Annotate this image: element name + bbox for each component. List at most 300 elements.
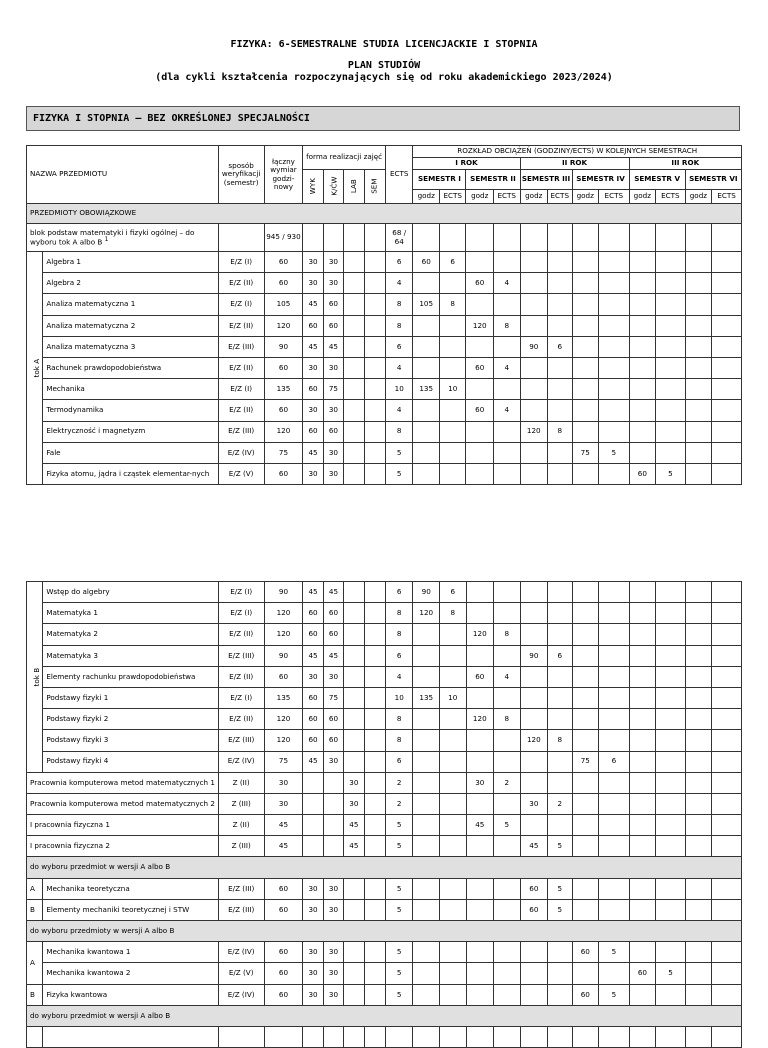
course-total-hours: 60 bbox=[264, 963, 303, 984]
course-kcw: 60 bbox=[323, 421, 343, 442]
semester-header-3: SEMESTR III bbox=[520, 170, 572, 190]
course-name: Fizyka kwantowa bbox=[43, 984, 218, 1005]
course-wyk: 45 bbox=[303, 582, 323, 603]
course-name: Podstawy fizyki 4 bbox=[43, 751, 218, 772]
semester-4-hours: 75 bbox=[572, 751, 599, 772]
semester-5-ects: 5 bbox=[656, 963, 686, 984]
semester-3-hours: 90 bbox=[520, 645, 548, 666]
course-kcw: 30 bbox=[323, 942, 343, 963]
table-row bbox=[27, 645, 742, 666]
table-row bbox=[27, 582, 742, 603]
course-wyk: 45 bbox=[303, 294, 323, 315]
col-header-ects: ECTS bbox=[385, 146, 413, 204]
choice-header: do wyboru przedmiot w wersji A albo B bbox=[27, 857, 742, 878]
course-total-hours: 120 bbox=[264, 709, 303, 730]
course-verification: E/Z (IV) bbox=[218, 442, 264, 463]
semester-2-hours: 45 bbox=[466, 815, 494, 836]
course-lab bbox=[344, 624, 364, 645]
course-sem bbox=[364, 730, 385, 751]
course-wyk: 30 bbox=[303, 899, 323, 920]
course-lab: 45 bbox=[344, 815, 364, 836]
course-ects: 10 bbox=[385, 379, 413, 400]
course-lab bbox=[344, 421, 364, 442]
course-name: I pracownia fizyczna 2 bbox=[27, 836, 219, 857]
semester-2-ects: 8 bbox=[494, 315, 521, 336]
course-lab bbox=[344, 645, 364, 666]
course-wyk: 30 bbox=[303, 942, 323, 963]
course-name: Analiza matematyczna 2 bbox=[43, 315, 218, 336]
course-sem bbox=[364, 442, 385, 463]
course-kcw: 30 bbox=[323, 273, 343, 294]
table-row bbox=[27, 463, 742, 484]
course-verification: E/Z (V) bbox=[218, 963, 264, 984]
semester-header-4: SEMESTR IV bbox=[572, 170, 629, 190]
course-wyk: 45 bbox=[303, 336, 323, 357]
course-total-hours: 120 bbox=[264, 624, 303, 645]
course-lab bbox=[344, 463, 364, 484]
course-lab: 45 bbox=[344, 836, 364, 857]
subheader-ects: ECTS bbox=[548, 190, 572, 204]
course-kcw: 60 bbox=[323, 294, 343, 315]
semester-2-ects: 4 bbox=[494, 666, 521, 687]
course-wyk bbox=[303, 772, 323, 793]
semester-2-ects: 4 bbox=[494, 273, 521, 294]
course-ects: 4 bbox=[385, 666, 413, 687]
col-header-sem: SEM bbox=[364, 170, 385, 204]
course-lab bbox=[344, 252, 364, 273]
semester-4-hours: 60 bbox=[572, 984, 599, 1005]
document-title: FIZYKA: 6-SEMESTRALNE STUDIA LICENCJACKIE I STOPNIA bbox=[230, 39, 538, 50]
course-wyk bbox=[303, 815, 323, 836]
course-total-hours: 60 bbox=[264, 666, 303, 687]
tok-b-label: tok B bbox=[27, 582, 43, 773]
course-kcw: 60 bbox=[323, 730, 343, 751]
semester-2-ects: 4 bbox=[494, 357, 521, 378]
course-sem bbox=[364, 751, 385, 772]
course-total-hours: 135 bbox=[264, 379, 303, 400]
course-total-hours: 90 bbox=[264, 336, 303, 357]
course-lab bbox=[344, 899, 364, 920]
table-row bbox=[27, 1026, 742, 1047]
course-kcw: 45 bbox=[323, 582, 343, 603]
course-wyk: 60 bbox=[303, 730, 323, 751]
table-row bbox=[27, 899, 742, 920]
course-verification: E/Z (I) bbox=[218, 603, 264, 624]
course-kcw: 30 bbox=[323, 899, 343, 920]
table-row bbox=[27, 984, 742, 1005]
subheader-ects: ECTS bbox=[599, 190, 630, 204]
course-ects: 5 bbox=[385, 878, 413, 899]
course-sem bbox=[364, 603, 385, 624]
course-ects: 4 bbox=[385, 273, 413, 294]
table-row bbox=[27, 793, 742, 814]
course-wyk: 45 bbox=[303, 751, 323, 772]
course-kcw: 30 bbox=[323, 666, 343, 687]
course-wyk: 30 bbox=[303, 252, 323, 273]
course-lab bbox=[344, 942, 364, 963]
course-lab bbox=[344, 273, 364, 294]
course-total-hours: 60 bbox=[264, 273, 303, 294]
plan-subtitle: (dla cykli kształcenia rozpoczynających się od roku akademickiego 2023/2024) bbox=[155, 72, 613, 83]
course-wyk: 60 bbox=[303, 687, 323, 708]
course-ects: 5 bbox=[385, 463, 413, 484]
course-name: Matematyka 2 bbox=[43, 624, 218, 645]
course-lab bbox=[344, 984, 364, 1005]
course-kcw: 75 bbox=[323, 379, 343, 400]
semester-1-ects: 10 bbox=[439, 379, 466, 400]
table-row bbox=[27, 963, 742, 984]
choice-tag: B bbox=[27, 899, 43, 920]
course-sem bbox=[364, 984, 385, 1005]
table-row bbox=[27, 1005, 742, 1026]
course-total-hours: 60 bbox=[264, 357, 303, 378]
col-header-lab: LAB bbox=[344, 170, 364, 204]
course-sem bbox=[364, 878, 385, 899]
course-ects: 6 bbox=[385, 336, 413, 357]
course-ects: 8 bbox=[385, 730, 413, 751]
course-ects: 5 bbox=[385, 899, 413, 920]
course-wyk: 30 bbox=[303, 357, 323, 378]
course-sem bbox=[364, 273, 385, 294]
course-total-hours: 90 bbox=[264, 582, 303, 603]
table-row bbox=[27, 815, 742, 836]
table-row bbox=[27, 421, 742, 442]
course-verif: Z (II) bbox=[218, 815, 264, 836]
course-ects: 8 bbox=[385, 624, 413, 645]
course-total-hours: 105 bbox=[264, 294, 303, 315]
semester-1-hours: 135 bbox=[413, 379, 440, 400]
course-wyk: 30 bbox=[303, 666, 323, 687]
course-wyk: 60 bbox=[303, 379, 323, 400]
semester-2-ects: 4 bbox=[494, 400, 521, 421]
course-verification: E/Z (III) bbox=[218, 878, 264, 899]
course-ects: 2 bbox=[385, 793, 413, 814]
semester-3-hours: 120 bbox=[520, 730, 548, 751]
course-lab bbox=[344, 357, 364, 378]
course-total-hours: 120 bbox=[264, 421, 303, 442]
course-wyk bbox=[303, 793, 323, 814]
course-ects: 5 bbox=[385, 984, 413, 1005]
course-sem bbox=[364, 379, 385, 400]
semester-3-ects: 5 bbox=[548, 836, 572, 857]
semester-3-hours: 60 bbox=[520, 878, 548, 899]
course-name: Fizyka atomu, jądra i cząstek elementar-nych bbox=[43, 463, 218, 484]
course-ects: 10 bbox=[385, 687, 413, 708]
study-plan-table-1 bbox=[26, 145, 742, 485]
course-lab bbox=[344, 400, 364, 421]
course-ects: 8 bbox=[385, 421, 413, 442]
course-verification: E/Z (II) bbox=[218, 709, 264, 730]
course-sem bbox=[364, 899, 385, 920]
table-row bbox=[27, 878, 742, 899]
col-header-distribution: ROZKŁAD OBCIĄŻEŃ (GODZINY/ECTS) W KOLEJNYCH SEMESTRACH bbox=[413, 146, 742, 158]
semester-3-ects: 6 bbox=[548, 336, 572, 357]
table-row bbox=[27, 357, 742, 378]
course-sem bbox=[364, 357, 385, 378]
course-sem bbox=[364, 942, 385, 963]
course-total-hours: 60 bbox=[264, 252, 303, 273]
semester-3-hours: 60 bbox=[520, 899, 548, 920]
course-sem bbox=[364, 815, 385, 836]
course-lab: 30 bbox=[344, 793, 364, 814]
table-row bbox=[27, 772, 742, 793]
course-total-hours: 75 bbox=[264, 751, 303, 772]
semester-4-hours: 75 bbox=[572, 442, 599, 463]
semester-1-ects: 8 bbox=[439, 294, 466, 315]
course-total-hours: 60 bbox=[264, 463, 303, 484]
course-ects: 4 bbox=[385, 400, 413, 421]
table-row bbox=[27, 730, 742, 751]
block-total: 945 / 930 bbox=[264, 224, 303, 252]
table-row bbox=[27, 666, 742, 687]
semester-1-hours: 90 bbox=[413, 582, 440, 603]
course-total: 30 bbox=[264, 772, 303, 793]
course-wyk: 30 bbox=[303, 878, 323, 899]
semester-2-hours: 60 bbox=[466, 400, 494, 421]
semester-1-ects: 8 bbox=[440, 603, 467, 624]
course-total-hours: 60 bbox=[264, 878, 303, 899]
course-name: Elektryczność i magnetyzm bbox=[43, 421, 218, 442]
course-name: Podstawy fizyki 2 bbox=[43, 709, 218, 730]
course-ects: 8 bbox=[385, 315, 413, 336]
course-name: Mechanika bbox=[43, 379, 218, 400]
course-kcw bbox=[323, 815, 343, 836]
course-lab bbox=[344, 379, 364, 400]
course-ects: 2 bbox=[385, 772, 413, 793]
course-kcw bbox=[323, 772, 343, 793]
semester-2-hours: 120 bbox=[466, 624, 494, 645]
course-kcw bbox=[323, 793, 343, 814]
semester-5-hours: 60 bbox=[629, 463, 656, 484]
table-row bbox=[27, 942, 742, 963]
course-ects: 5 bbox=[385, 836, 413, 857]
course-verification: E/Z (III) bbox=[218, 899, 264, 920]
course-kcw: 30 bbox=[323, 400, 343, 421]
course-name: Analiza matematyczna 3 bbox=[43, 336, 218, 357]
course-lab bbox=[344, 730, 364, 751]
course-total-hours: 60 bbox=[264, 984, 303, 1005]
course-name: Pracownia komputerowa metod matematycznych 2 bbox=[27, 793, 219, 814]
course-kcw: 30 bbox=[323, 751, 343, 772]
course-total-hours: 60 bbox=[264, 400, 303, 421]
choice-header: do wyboru przedmioty w wersji A albo B bbox=[27, 921, 742, 942]
semester-4-ects: 6 bbox=[599, 751, 630, 772]
semester-1-hours: 120 bbox=[413, 603, 440, 624]
col-header-form: forma realizacji zajęć bbox=[303, 146, 386, 170]
study-plan-table-2 bbox=[26, 581, 742, 1048]
course-sem bbox=[364, 582, 385, 603]
course-name: Wstęp do algebry bbox=[43, 582, 218, 603]
course-kcw: 30 bbox=[323, 463, 343, 484]
course-total-hours: 75 bbox=[264, 442, 303, 463]
course-kcw: 60 bbox=[323, 315, 343, 336]
semester-4-ects: 5 bbox=[599, 942, 630, 963]
course-verification: E/Z (II) bbox=[218, 400, 264, 421]
course-sem bbox=[364, 836, 385, 857]
subheader-godz: godz bbox=[572, 190, 599, 204]
course-wyk: 30 bbox=[303, 463, 323, 484]
course-wyk: 60 bbox=[303, 624, 323, 645]
table-row bbox=[27, 336, 742, 357]
course-kcw bbox=[323, 836, 343, 857]
course-name: Elementy rachunku prawdopodobieństwa bbox=[43, 666, 218, 687]
subheader-godz: godz bbox=[629, 190, 656, 204]
col-header-kcw: K/ĆW bbox=[323, 170, 343, 204]
semester-3-ects: 8 bbox=[548, 421, 572, 442]
course-sem bbox=[364, 687, 385, 708]
course-sem bbox=[364, 793, 385, 814]
course-name: Rachunek prawdopodobieństwa bbox=[43, 357, 218, 378]
course-wyk: 45 bbox=[303, 442, 323, 463]
semester-2-hours: 30 bbox=[466, 772, 494, 793]
course-total-hours: 60 bbox=[264, 899, 303, 920]
table-row bbox=[27, 624, 742, 645]
course-name: Mechanika kwantowa 1 bbox=[43, 942, 218, 963]
course-kcw: 30 bbox=[323, 878, 343, 899]
course-ects: 6 bbox=[385, 252, 413, 273]
semester-5-hours: 60 bbox=[629, 963, 656, 984]
course-total: 45 bbox=[264, 836, 303, 857]
semester-2-hours: 120 bbox=[466, 315, 494, 336]
course-kcw: 60 bbox=[323, 709, 343, 730]
semester-2-ects: 8 bbox=[494, 709, 521, 730]
course-sem bbox=[364, 666, 385, 687]
course-sem bbox=[364, 645, 385, 666]
subheader-ects: ECTS bbox=[712, 190, 742, 204]
course-total: 30 bbox=[264, 793, 303, 814]
semester-header-5: SEMESTR V bbox=[629, 170, 685, 190]
table-row bbox=[27, 603, 742, 624]
course-sem bbox=[364, 315, 385, 336]
subheader-godz: godz bbox=[520, 190, 548, 204]
course-name: Pracownia komputerowa metod matematycznych 1 bbox=[27, 772, 219, 793]
semester-1-ects: 10 bbox=[440, 687, 467, 708]
semester-3-hours: 30 bbox=[520, 793, 548, 814]
subheader-godz: godz bbox=[413, 190, 440, 204]
semester-1-ects: 6 bbox=[439, 252, 466, 273]
course-kcw: 45 bbox=[323, 336, 343, 357]
course-verification: E/Z (I) bbox=[218, 379, 264, 400]
table-row bbox=[27, 836, 742, 857]
course-sem bbox=[364, 772, 385, 793]
subheader-godz: godz bbox=[466, 190, 494, 204]
semester-2-hours: 60 bbox=[466, 273, 494, 294]
table-row bbox=[27, 400, 742, 421]
course-wyk: 30 bbox=[303, 273, 323, 294]
table-row bbox=[27, 857, 742, 878]
course-kcw: 45 bbox=[323, 645, 343, 666]
subheader-ects: ECTS bbox=[494, 190, 521, 204]
subheader-ects: ECTS bbox=[439, 190, 466, 204]
course-lab bbox=[344, 751, 364, 772]
course-total-hours: 120 bbox=[264, 603, 303, 624]
course-kcw: 30 bbox=[323, 442, 343, 463]
course-name: Mechanika teoretyczna bbox=[43, 878, 218, 899]
table-row bbox=[27, 921, 742, 942]
block-ects: 68 / 64 bbox=[385, 224, 413, 252]
course-verif: Z (III) bbox=[218, 793, 264, 814]
course-lab: 30 bbox=[344, 772, 364, 793]
tok-a-label: tok A bbox=[27, 252, 43, 485]
course-lab bbox=[344, 294, 364, 315]
semester-2-hours: 60 bbox=[466, 666, 494, 687]
course-name: Podstawy fizyki 1 bbox=[43, 687, 218, 708]
course-ects: 5 bbox=[385, 815, 413, 836]
course-lab bbox=[344, 582, 364, 603]
mandatory-subjects-header: PRZEDMIOTY OBOWIĄZKOWE bbox=[27, 204, 742, 224]
course-name: Fale bbox=[43, 442, 218, 463]
course-sem bbox=[364, 336, 385, 357]
course-wyk: 60 bbox=[303, 421, 323, 442]
course-sem bbox=[364, 294, 385, 315]
course-verification: E/Z (II) bbox=[218, 273, 264, 294]
course-lab bbox=[344, 603, 364, 624]
course-total: 45 bbox=[264, 815, 303, 836]
year-header-2: II ROK bbox=[520, 158, 629, 170]
course-verification: E/Z (I) bbox=[218, 687, 264, 708]
section-title: FIZYKA I STOPNIA – BEZ OKREŚLONEJ SPECJALNOŚCI bbox=[26, 106, 740, 131]
col-header-name: NAZWA PRZEDMIOTU bbox=[27, 146, 219, 204]
course-ects: 8 bbox=[385, 294, 413, 315]
course-total-hours: 135 bbox=[264, 687, 303, 708]
course-verification: E/Z (II) bbox=[218, 624, 264, 645]
course-lab bbox=[344, 336, 364, 357]
semester-2-hours: 60 bbox=[466, 357, 494, 378]
table-row bbox=[27, 252, 742, 273]
course-ects: 6 bbox=[385, 582, 413, 603]
choice-tag: B bbox=[27, 984, 43, 1005]
course-name: Analiza matematyczna 1 bbox=[43, 294, 218, 315]
course-sem bbox=[364, 463, 385, 484]
semester-1-hours: 135 bbox=[413, 687, 440, 708]
semester-2-hours: 120 bbox=[466, 709, 494, 730]
semester-3-hours: 45 bbox=[520, 836, 548, 857]
course-name: Termodynamika bbox=[43, 400, 218, 421]
course-verification: E/Z (IV) bbox=[218, 984, 264, 1005]
col-header-wyk: WYK bbox=[303, 170, 323, 204]
course-verif: Z (II) bbox=[218, 772, 264, 793]
course-lab bbox=[344, 709, 364, 730]
course-verification: E/Z (III) bbox=[218, 336, 264, 357]
course-verification: E/Z (II) bbox=[218, 315, 264, 336]
subheader-ects: ECTS bbox=[656, 190, 686, 204]
course-verification: E/Z (IV) bbox=[218, 751, 264, 772]
course-ects: 8 bbox=[385, 603, 413, 624]
semester-1-hours: 105 bbox=[413, 294, 440, 315]
course-kcw: 75 bbox=[323, 687, 343, 708]
semester-4-ects: 5 bbox=[599, 442, 630, 463]
course-wyk: 60 bbox=[303, 709, 323, 730]
course-sem bbox=[364, 624, 385, 645]
semester-3-ects: 6 bbox=[548, 645, 572, 666]
course-kcw: 30 bbox=[323, 357, 343, 378]
table-row bbox=[27, 709, 742, 730]
course-name: I pracownia fizyczna 1 bbox=[27, 815, 219, 836]
course-kcw: 60 bbox=[323, 603, 343, 624]
course-lab bbox=[344, 315, 364, 336]
semester-header-1: SEMESTR I bbox=[413, 170, 466, 190]
course-total-hours: 120 bbox=[264, 730, 303, 751]
semester-3-ects: 8 bbox=[548, 730, 572, 751]
semester-4-hours: 60 bbox=[572, 942, 599, 963]
course-kcw: 30 bbox=[323, 252, 343, 273]
col-header-verification: sposób weryfikacji (semestr) bbox=[218, 146, 264, 204]
choice-header: do wyboru przedmiot w wersji A albo B bbox=[27, 1005, 742, 1026]
course-kcw: 30 bbox=[323, 984, 343, 1005]
course-kcw: 30 bbox=[323, 963, 343, 984]
course-name: Matematyka 3 bbox=[43, 645, 218, 666]
semester-4-ects: 5 bbox=[599, 984, 630, 1005]
